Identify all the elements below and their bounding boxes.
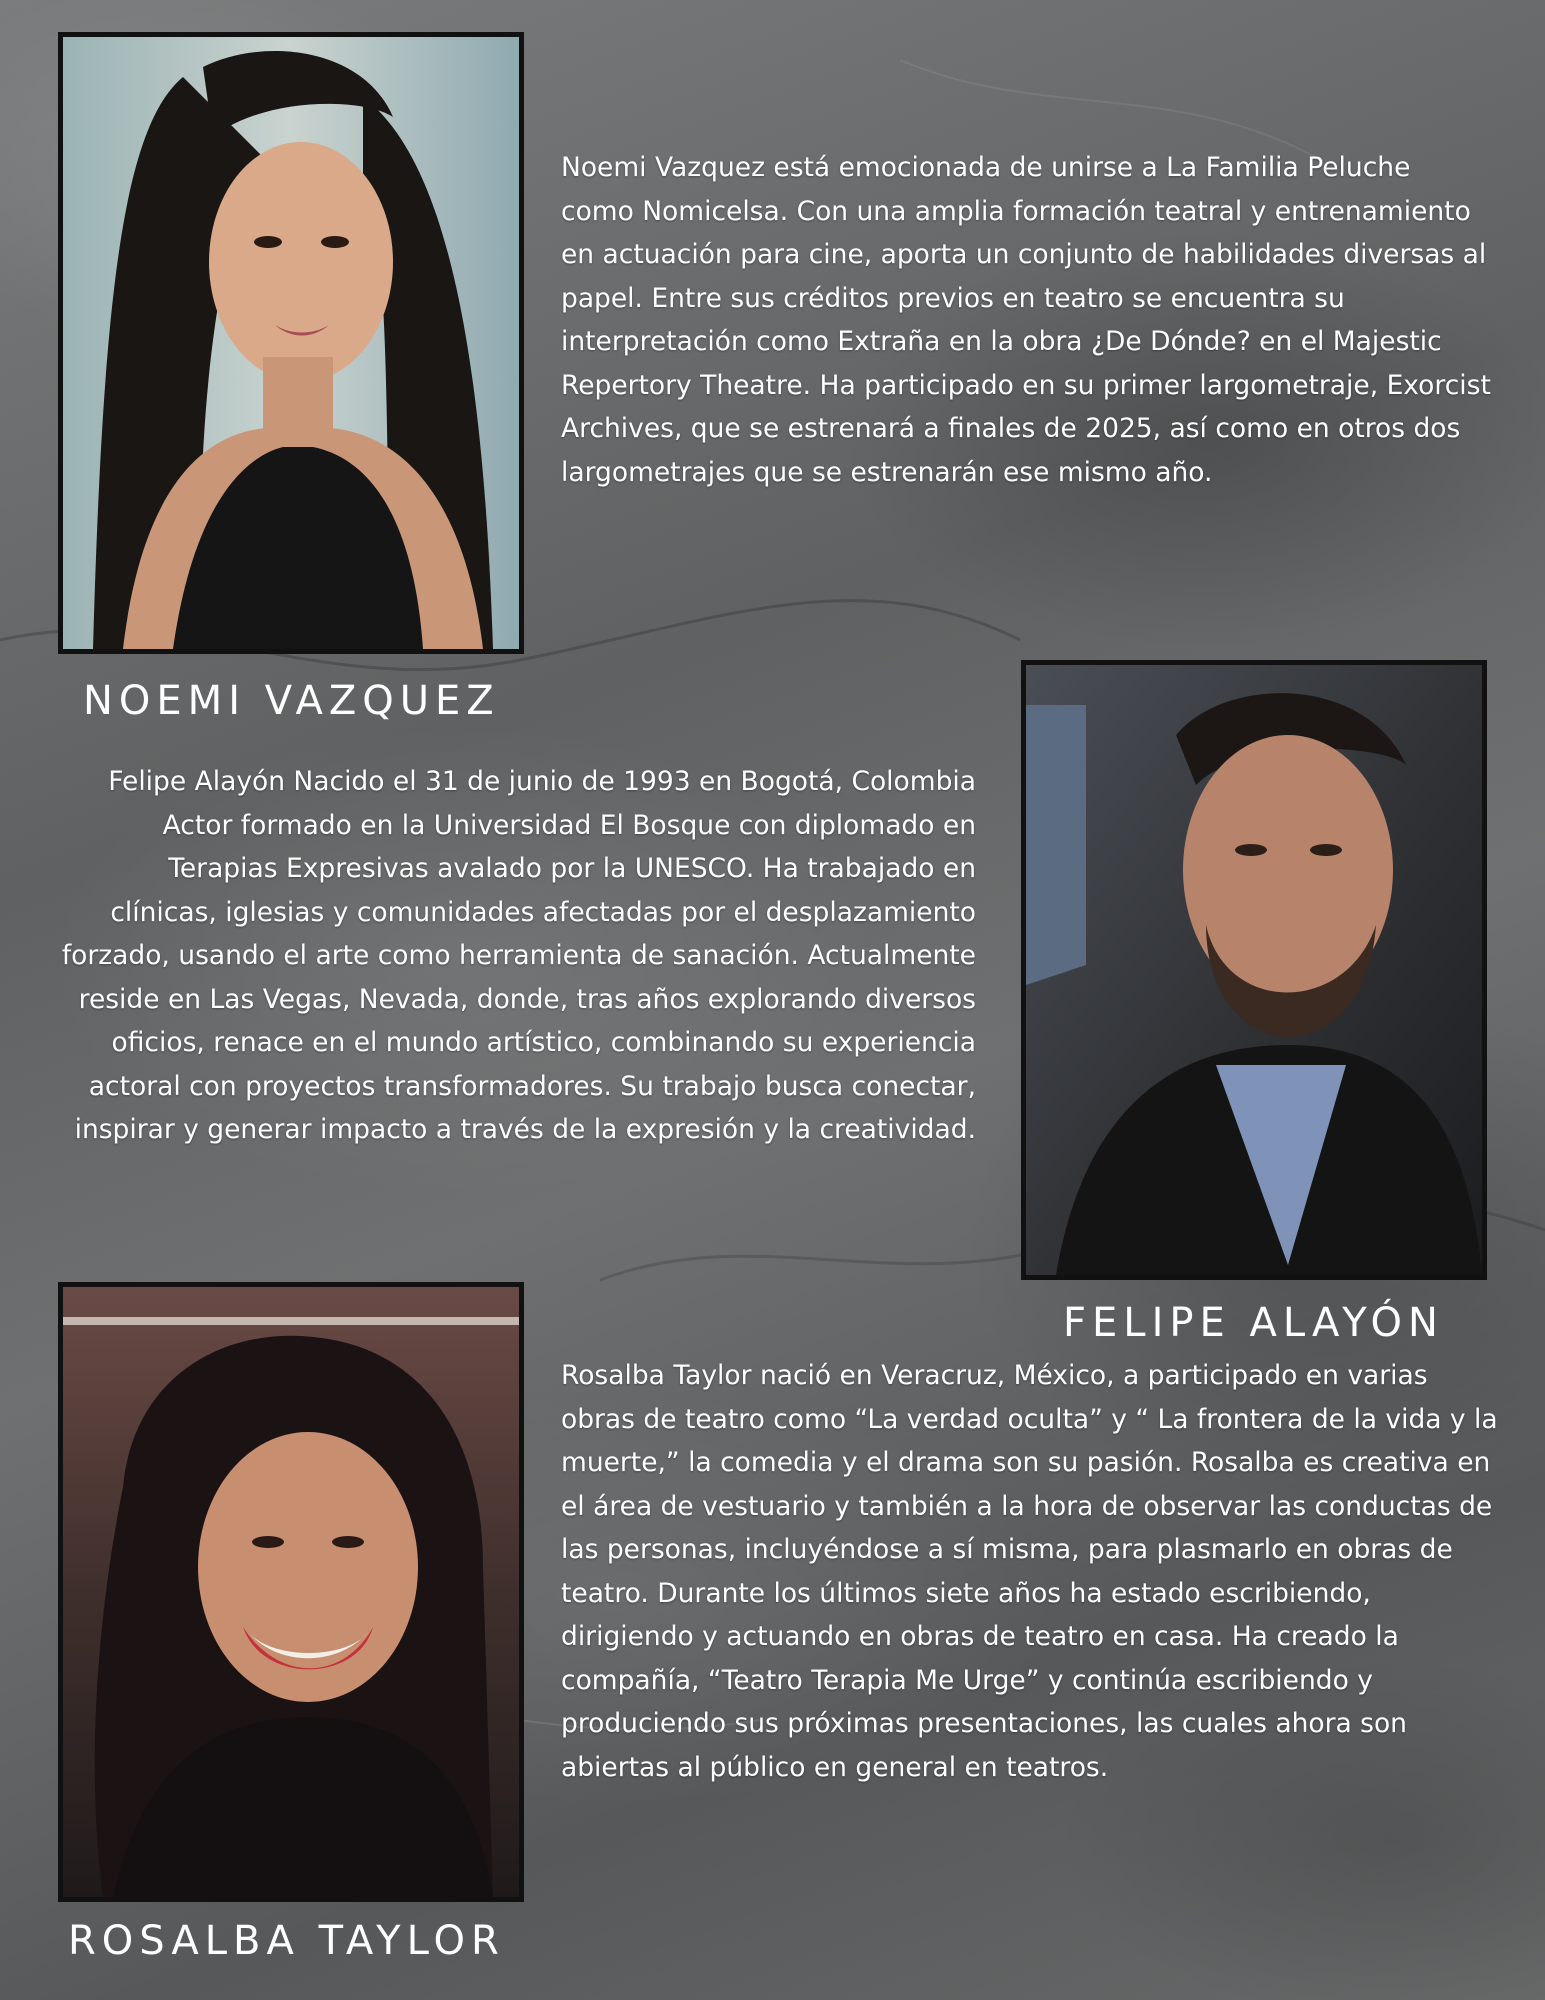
felipe-alayon-bio: Felipe Alayón Nacido el 31 de junio de 1993 en Bogotá, Colombia Actor formado en la Universidad El Bosque con diplomado en Terapias Expresivas avalado por la UNESCO. Ha trabajado en clínicas, iglesias y comunidades afectadas por el desplazamiento forzado, usando el arte como herramienta de sanación. Actualmente reside en Las Vegas, Nevada, donde, tras años explorando diversos oficios, renace en el mundo artístico, combinando su experiencia actoral con proyectos transformadores. Su trabajo busca conectar, inspirar y generar impacto a través de la expresión y la creatividad.: [61, 766, 976, 1145]
noemi-vazquez-photo: [58, 32, 524, 654]
rosalba-taylor-photo: [58, 1282, 524, 1902]
felipe-alayon-photo: [1021, 660, 1487, 1280]
rosalba-taylor-name: ROSALBA TAYLOR: [68, 1918, 505, 1964]
felipe-alayon-name: FELIPE ALAYÓN: [1063, 1300, 1444, 1346]
noemi-vazquez-bio: Noemi Vazquez está emocionada de unirse a La Familia Peluche como Nomicelsa. Con una amplia formación teatral y entrenamiento en actuación para cine, aporta un conjunto de habilidades diversas al papel. Entre sus créditos previos en teatro se encuentra su interpretación como Extraña en la obra ¿De Dónde? en el Majestic Repertory Theatre. Ha participado en su primer largometraje, Exorcist Archives, que se estrenará a finales de 2025, así como en otros dos largometrajes que se estrenarán ese mismo año.: [561, 152, 1491, 488]
noemi-vazquez-name: NOEMI VAZQUEZ: [83, 678, 500, 724]
rosalba-taylor-bio: Rosalba Taylor nació en Veracruz, México, a participado en varias obras de teatro como “La verdad oculta” y “ La frontera de la vida y la muerte,” la comedia y el drama son su pasión. Rosalba es creativa en el área de vestuario y también a la hora de observar las conductas de las personas, incluyéndose a sí misma, para plasmarlo en obras de teatro. Durante los últimos siete años ha estado escribiendo, dirigiendo y actuando en obras de teatro en casa. Ha creado la compañía, “Teatro Terapia Me Urge” y continúa escribiendo y produciendo sus próximas presentaciones, las cuales ahora son abiertas al público en general en teatros.: [561, 1360, 1498, 1783]
